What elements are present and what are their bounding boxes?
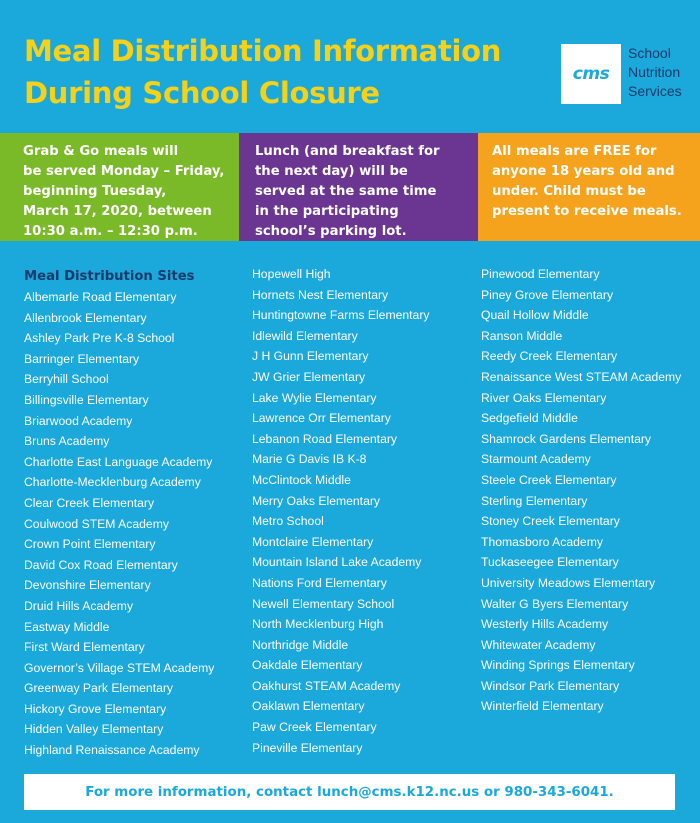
band-line: anyone 18 years old and	[492, 164, 675, 179]
cms-logo-box	[561, 44, 621, 104]
site-list-item: Oakdale Elementary	[252, 658, 363, 673]
band-line: school’s parking lot.	[255, 224, 407, 239]
site-list-item: Walter G Byers Elementary	[481, 596, 629, 611]
site-list-item: Merry Oaks Elementary	[252, 493, 380, 508]
site-list-item: Hickory Grove Elementary	[24, 701, 167, 716]
site-list-item: Steele Creek Elementary	[481, 472, 617, 487]
site-list-item: Pinewood Elementary	[481, 267, 600, 281]
band-line: in the participating	[255, 204, 399, 219]
site-list-item: Starmount Academy	[481, 452, 591, 467]
site-list-item: Highland Renaissance Academy	[24, 743, 200, 758]
site-list-item: Renaissance West STEAM Academy	[481, 369, 682, 384]
site-list-item: Lawrence Orr Elementary	[252, 411, 391, 426]
site-list-item: Ranson Middle	[481, 328, 563, 343]
site-list-item: Stoney Creek Elementary	[481, 514, 620, 529]
site-list-item: J H Gunn Elementary	[252, 349, 369, 364]
site-list-item: Berryhill School	[24, 372, 109, 387]
site-list-item: Whitewater Academy	[481, 637, 596, 652]
site-list-item: Hidden Valley Elementary	[24, 722, 164, 737]
site-list-item: Sterling Elementary	[481, 493, 588, 508]
site-list-item: Devonshire Elementary	[24, 578, 151, 593]
site-list-item: Lebanon Road Elementary	[252, 431, 397, 446]
site-list-item: Thomasboro Academy	[481, 534, 603, 549]
site-list-item: Allenbrook Elementary	[24, 310, 147, 325]
site-list-item: Oaklawn Elementary	[252, 699, 365, 714]
band-line: 10:30 a.m. – 12:30 p.m.	[23, 224, 198, 239]
info-bands	[0, 133, 700, 241]
site-list-item: Governor’s Village STEM Academy	[24, 660, 215, 675]
logo-text-line-1: School	[628, 45, 671, 61]
site-list-item: Coulwood STEM Academy	[24, 516, 169, 531]
band-line: present to receive meals.	[492, 204, 682, 219]
site-list-item: North Mecklenburg High	[252, 617, 384, 632]
location-band	[239, 133, 478, 241]
site-list-item: Hopewell High	[252, 267, 331, 281]
site-list-item: Paw Creek Elementary	[252, 720, 377, 735]
site-list-item: Hornets Nest Elementary	[252, 287, 389, 302]
band-line: under. Child must be	[492, 184, 646, 199]
site-list-item: Ashley Park Pre K-8 School	[24, 331, 175, 346]
logo-text	[628, 44, 682, 101]
band-line: All meals are FREE for	[492, 144, 657, 159]
site-list-item: Lake Wylie Elementary	[252, 390, 377, 405]
site-list-item: Winterfield Elementary	[481, 699, 604, 714]
band-line: Lunch (and breakfast for	[255, 144, 440, 159]
sites-column-3	[481, 264, 681, 717]
band-line: served at the same time	[255, 184, 437, 199]
band-line: Grab & Go meals will	[23, 144, 179, 159]
sites-heading: Meal Distribution Sites	[24, 269, 195, 284]
site-list-item: Reedy Creek Elementary	[481, 349, 618, 364]
page-title	[24, 30, 501, 114]
title-line-1: Meal Distribution Information	[24, 34, 502, 68]
site-list-item: Newell Elementary School	[252, 596, 395, 611]
band-line: beginning Tuesday,	[23, 184, 167, 199]
site-list-item: Huntingtowne Farms Elementary	[252, 308, 430, 323]
site-list-item: Montclaire Elementary	[252, 534, 374, 549]
site-list-item: Northridge Middle	[252, 637, 349, 652]
site-list-item: Idlewild Elementary	[252, 328, 358, 343]
site-list-item: Greenway Park Elementary	[24, 681, 174, 696]
eligibility-band	[478, 133, 700, 241]
site-list-item: Shamrock Gardens Elementary	[481, 431, 652, 446]
site-list-item: Winding Springs Elementary	[481, 658, 635, 673]
site-list-item: Billingsville Elementary	[24, 392, 149, 407]
contact-footer: For more information, contact lunch@cms.k12.nc.us or 980-343-6041.	[24, 774, 675, 810]
schedule-band	[0, 133, 239, 241]
site-list-item: Piney Grove Elementary	[481, 287, 614, 302]
site-list-item: Quail Hollow Middle	[481, 308, 589, 323]
cms-logo-mark: cms	[572, 64, 610, 84]
site-list-item: Albemarle Road Elementary	[24, 290, 177, 304]
site-list-item: Pineville Elementary	[252, 740, 363, 755]
site-list-item: Eastway Middle	[24, 619, 110, 634]
site-list-item: Oakhurst STEAM Academy	[252, 678, 401, 693]
band-line: be served Monday – Friday,	[23, 164, 225, 179]
site-list-item: David Cox Road Elementary	[24, 557, 178, 572]
sites-column-2	[252, 264, 429, 758]
site-list-item: McClintock Middle	[252, 472, 351, 487]
logo-text-line-3: Services	[628, 83, 682, 99]
site-list-item: JW Grier Elementary	[252, 369, 366, 384]
site-list-item: Nations Ford Elementary	[252, 575, 387, 590]
site-list-item: Mountain Island Lake Academy	[252, 555, 422, 570]
site-list-item: Charlotte East Language Academy	[24, 454, 213, 469]
site-list-item: Marie G Davis IB K-8	[252, 452, 367, 467]
site-list-item: Westerly Hills Academy	[481, 617, 609, 632]
band-line: the next day) will be	[255, 164, 408, 179]
site-list-item: First Ward Elementary	[24, 640, 145, 655]
site-list-item: Windsor Park Elementary	[481, 678, 620, 693]
site-list-item: University Meadows Elementary	[481, 575, 656, 590]
site-list-item: Sedgefield Middle	[481, 411, 578, 426]
site-list-item: Briarwood Academy	[24, 413, 133, 428]
cms-logo	[561, 44, 689, 104]
site-list-item: Barringer Elementary	[24, 351, 140, 366]
site-list-item: Charlotte-Mecklenburg Academy	[24, 475, 201, 490]
sites-column-1	[24, 266, 214, 761]
site-list-item: Crown Point Elementary	[24, 537, 156, 552]
title-line-2: During School Closure	[24, 76, 380, 110]
band-line: March 17, 2020, between	[23, 204, 212, 219]
logo-text-line-2: Nutrition	[628, 64, 681, 80]
site-list-item: Druid Hills Academy	[24, 598, 134, 613]
site-list-item: Bruns Academy	[24, 434, 110, 449]
site-list-item: Clear Creek Elementary	[24, 495, 155, 510]
site-list-item: Metro School	[252, 514, 324, 529]
site-list-item: River Oaks Elementary	[481, 390, 607, 405]
site-list-item: Tuckaseegee Elementary	[481, 555, 619, 570]
